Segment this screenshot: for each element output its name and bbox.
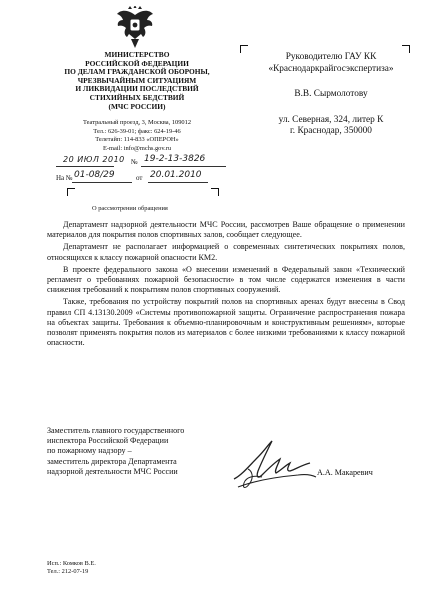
ministry-line: ПО ДЕЛАМ ГРАЖДАНСКОЙ ОБОРОНЫ, — [64, 67, 210, 77]
signatory-title-line: заместитель директора Департамента — [47, 456, 177, 466]
handwritten-signature — [228, 435, 320, 497]
addressee-position: Руководителю ГАУ КК — [285, 52, 377, 62]
addressee-name: В.В. Сырмолотову — [294, 89, 368, 100]
body-paragraph: Департамент не располагает информацией о современных синтетических покрытиях полов, относящихся к классу пожарной опасности КМ2. — [47, 242, 405, 262]
ministry-line: (МЧС РОССИИ) — [108, 101, 166, 111]
registration-line — [56, 155, 226, 169]
contact-address: Театральный проезд, 3, Москва, 109012 — [82, 119, 192, 126]
ministry-line: СТИХИЙНЫХ БЕДСТВИЙ — [89, 92, 185, 102]
reply-number: 01-08/29 — [74, 170, 115, 180]
signatory-name: А.А. Макаревич — [317, 468, 373, 477]
addressee-organization: «Краснодаркрайгосэкспертиза» — [268, 63, 394, 74]
executor-phone: Тел.: 212-07-19 — [47, 568, 89, 576]
ministry-line: ЧРЕЗВЫЧАЙНЫМ СИТУАЦИЯМ — [77, 75, 197, 85]
executor-name: Исп.: Комков В.Е. — [47, 560, 96, 567]
ministry-line: РОССИЙСКОЙ ФЕДЕРАЦИИ — [85, 58, 189, 68]
reply-prefix: На № — [56, 174, 73, 182]
reply-reference-line — [56, 171, 226, 185]
number-label: № — [131, 158, 138, 166]
date-underline — [56, 166, 114, 167]
registration-date: 20 ИЮЛ 2010 — [63, 155, 125, 164]
contact-email: E-mail: info@mchs.gov.ru — [102, 144, 172, 152]
signatory-title-line: Заместитель главного государственного — [47, 426, 185, 435]
body-paragraph: В проекте федерального закона «О внесении изменений в Федеральный закон «Технический регламент о требованиях пожарной безопасности» в том числе содержатся изменения в части снижения требований к покрытиям полов спортивных сооружений. — [47, 264, 405, 295]
addressee-city: г. Краснодар, 350000 — [290, 126, 372, 137]
reply-from-label: от — [136, 174, 143, 182]
subject-bracket-left — [67, 188, 75, 196]
registration-number: 19-2-13-3826 — [144, 154, 206, 164]
reply-date: 20.01.2010 — [150, 170, 202, 180]
addressee-street: ул. Северная, 324, литер К — [278, 114, 384, 125]
reply-number-underline — [72, 182, 132, 183]
sender-ministry-name — [56, 51, 218, 111]
sender-contacts — [56, 119, 218, 153]
contact-phone: Тел.: 626-39-01; факс: 624-19-46 — [93, 127, 181, 135]
signatory-title-line: надзорной деятельности МЧС России — [47, 466, 178, 476]
body-paragraph: Также, требования по устройству покрытий полов на спортивных аренах будут внесены в Свод правил СП 4.13130.2009 «Системы противопожарной защиты. Ограничение распространения пожара на объектах защиты. Требования к объемно-планировочным и конструктивным решениям», которые позволят применять покрытия полов из материалов с более низкими требованиями к классу пожарной опасности. — [47, 297, 405, 348]
reply-date-underline — [148, 182, 208, 183]
addressee-block — [246, 52, 416, 138]
executor-info — [47, 560, 96, 576]
subject-line: О рассмотрении обращения — [92, 205, 168, 212]
signatory-title — [47, 426, 184, 477]
coat-of-arms-icon — [115, 6, 155, 50]
ministry-line: И ЛИКВИДАЦИИ ПОСЛЕДСТВИЙ — [75, 84, 199, 94]
letter-body — [47, 220, 405, 350]
number-underline — [141, 166, 226, 167]
ministry-line: МИНИСТЕРСТВО — [104, 50, 170, 59]
signatory-title-line: инспектора Российской Федерации — [47, 436, 169, 446]
contact-teletype: Телетайп: 114-833 «ОПЕРОН» — [95, 136, 179, 144]
body-paragraph: Департамент надзорной деятельности МЧС России, рассмотрев Ваше обращение о применении материалов для покрытия полов спортивных залов, сообщает следующее. — [47, 220, 405, 240]
signatory-title-line: по пожарному надзору – — [47, 446, 132, 456]
subject-bracket-right — [211, 188, 219, 196]
